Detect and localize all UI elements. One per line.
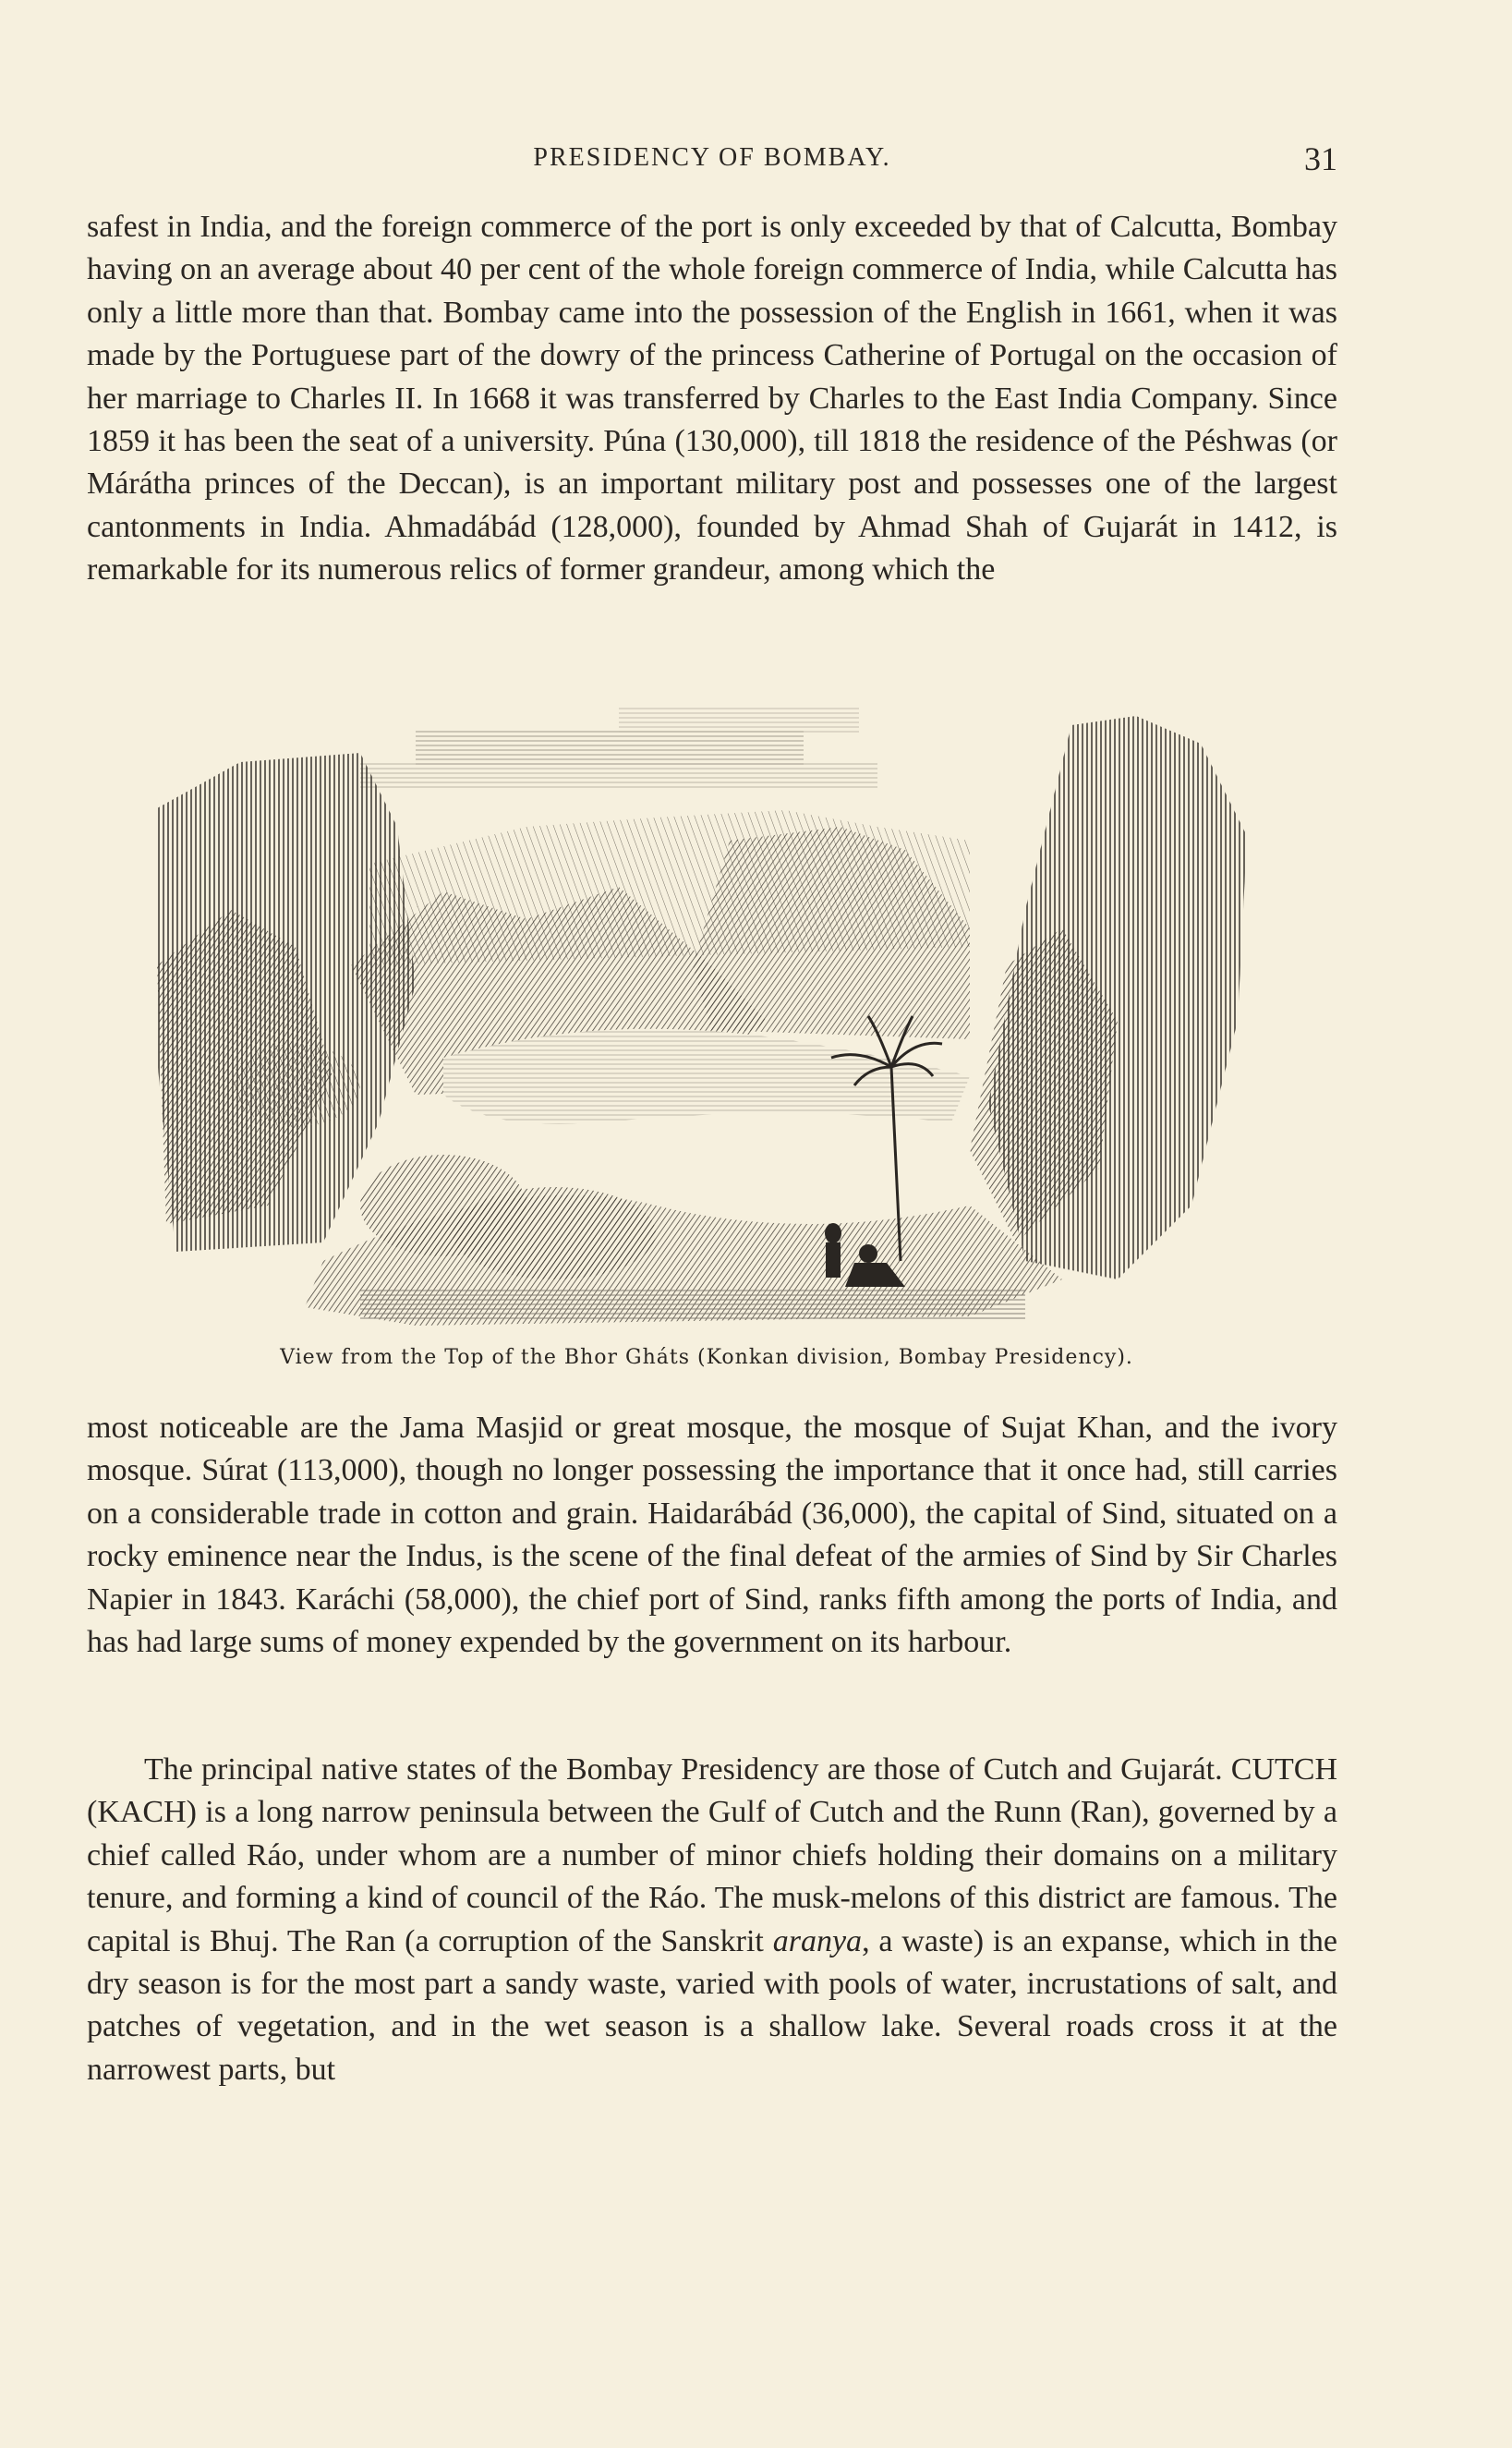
paragraph-3-text-b: , a waste) is an expanse, which in the dry season is for the most part a sandy waste, varied with pools of water, incrustations of salt, and patches of vegetation, and in the wet season is a shallow lake. Several roads cross it at the narrowest parts, but: [87, 1923, 1337, 2087]
page-number: 31: [1304, 140, 1337, 177]
sky-clouds: [360, 707, 877, 790]
running-title: PRESIDENCY OF BOMBAY.: [533, 143, 891, 172]
body-paragraph-1: safest in India, and the foreign commerce of the port is only exceeded by that of Calcutta, Bombay having on an average about 40 per cent of the whole foreign commerce of India, while Calcutta has only a little more than that. Bombay came into the possession of the English in 1661, when it was made by the Portuguese part of the dowry of the princess Catherine of Portugal on the occasion of her marriage to Charles II. In 1668 it was transferred by Charles to the East India Company. Since 1859 it has been the seat of a university. Púna (130,000), till 1818 the residence of the Péshwas (or Márátha princes of the Deccan), is an important military post and possesses one of the largest cantonments in India. Ahmadábád (128,000), founded by Ahmad Shah of Gujarát in 1412, is remarkable for its numerous relics of former grandeur, among which the: [87, 210, 1337, 588]
ghats-engraving-illustration: [139, 688, 1275, 1335]
figure-caption: View from the Top of the Bhor Gháts (Konkan division, Bombay Presidency).: [280, 1346, 1133, 1369]
body-paragraph-2: most noticeable are the Jama Masjid or great mosque, the mosque of Sujat Khan, and the ivory mosque. Súrat (113,000), though no longer possessing the importance that it once had, still carries on a considerable trade in cotton and grain. Haidarábád (36,000), the capital of Sind, situated on a rocky eminence near the Indus, is the scene of the final defeat of the armies of Sind by Sir Charles Napier in 1843. Karáchi (58,000), the chief port of Sind, ranks fifth among the ports of India, and has had large sums of money expended by the government on its harbour.: [87, 1411, 1337, 1660]
italic-term: aranya: [772, 1923, 863, 1958]
body-paragraph-3: [87, 1749, 1337, 2091]
page-header: [87, 140, 1337, 184]
paragraph-3-text-a: The principal native states of the Bombay Presidency are those of Cutch and Gujarát. CUTCH (KACH) is a long narrow peninsula between the Gulf of Cutch and the Runn (Ran), governed by a chief called Ráo, under whom are a number of minor chiefs holding their domains on a military tenure, and forming a kind of council of the Ráo. The musk-melons of this district are famous. The capital is Bhuj. The Ran (a corruption of the Sanskrit: [87, 1752, 1337, 1958]
engraving-figure: [139, 688, 1275, 1372]
